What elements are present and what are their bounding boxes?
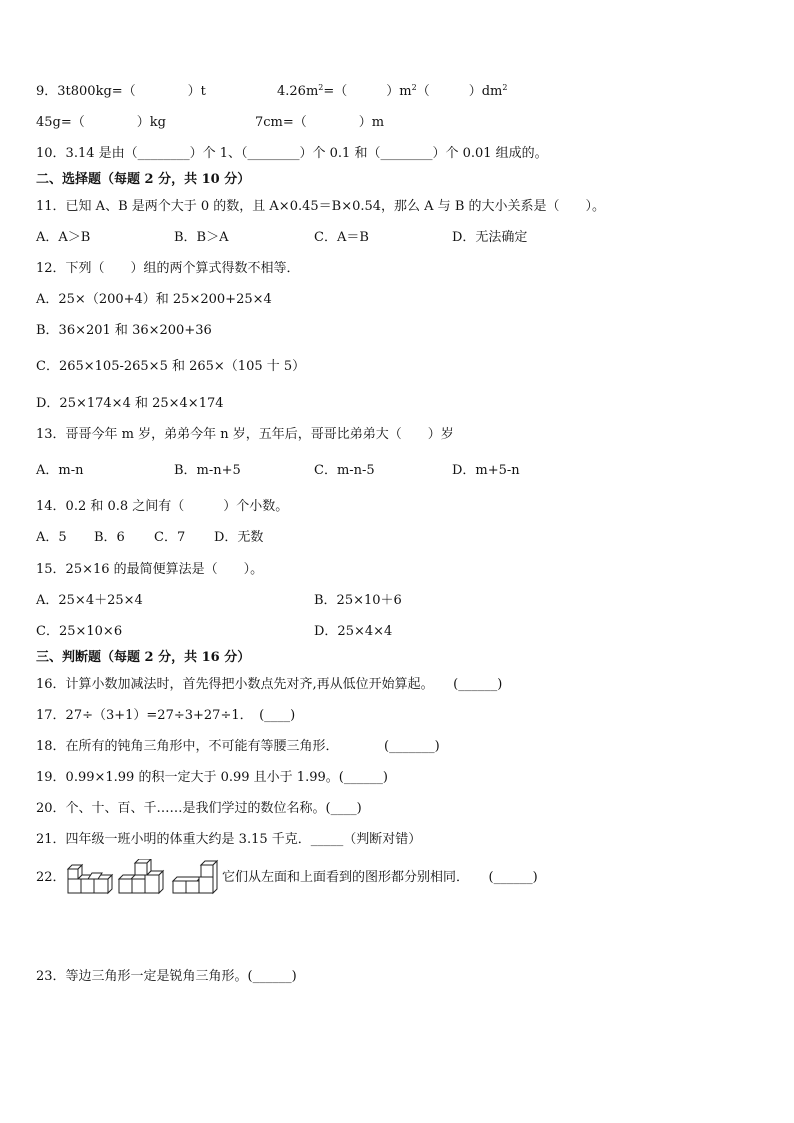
q9-part-c: 45g=（ ）kg [36,115,166,130]
q13-option-d: D．m+5-n [452,463,520,478]
question-20: 20．个、十、百、千……是我们学过的数位名称。(____) [36,801,362,816]
q11-option-a: A．A＞B [36,230,91,245]
cube-figure-2 [117,859,167,895]
cube-figure-1 [64,859,114,895]
q15-option-d: D．25×4×4 [314,624,393,639]
q11-option-d: D．无法确定 [452,230,528,245]
section-3-title: 三、判断题（每题 2 分，共 16 分） [36,650,251,665]
q12-option-d: D．25×174×4 和 25×4×174 [36,396,224,411]
q11-option-c: C．A＝B [314,230,369,245]
q9-part-b: $4.26m^2=$（ ）$m^2$（ ）$dm^2$ [277,83,508,99]
question-18: 18．在所有的钝角三角形中，不可能有等腰三角形． (_______) [36,739,440,754]
q15-option-c: C．25×10×6 [36,624,123,639]
q14-option-d: D．无数 [214,530,264,545]
question-21: 21．四年级一班小明的体重大约是 3.15 千克．_____（判断对错） [36,832,422,847]
question-14-stem: 14．0.2 和 0.8 之间有（ ）个小数。 [36,499,289,514]
question-23: 23．等边三角形一定是锐角三角形。(______) [36,969,297,984]
section-2-title: 二、选择题（每题 2 分，共 10 分） [36,172,251,187]
q15-option-a: A．25×4＋25×4 [36,593,143,608]
q13-option-b: B．m-n+5 [174,463,241,478]
question-19: 19．0.99×1.99 的积一定大于 0.99 且小于 1.99。(______) [36,770,388,785]
question-22-number: 22． [36,870,66,885]
q9-part-d: 7cm=（ ）m [255,115,385,130]
q12-option-c: C．265×105-265×5 和 265×（105 十 5） [36,359,306,374]
cube-figure-3 [171,859,221,895]
q14-option-c: C．7 [154,530,186,545]
q13-option-a: A．m-n [36,463,84,478]
q15-option-b: B．25×10＋6 [314,593,402,608]
question-16: 16．计算小数加减法时，首先得把小数点先对齐,再从低位开始算起。 (______) [36,677,503,692]
q12-option-b: B．36×201 和 36×200+36 [36,323,212,338]
question-13-stem: 13．哥哥今年 m 岁，弟弟今年 n 岁，五年后，哥哥比弟弟大（ ）岁 [36,427,454,442]
question-22-text: 它们从左面和上面看到的图形都分别相同． (______) [222,870,538,885]
question-11-stem: 11．已知 A、B 是两个大于 0 的数，且 A×0.45＝B×0.54，那么 A 与 B 的大小关系是（ ）。 [36,199,606,214]
q13-option-c: C．m-n-5 [314,463,375,478]
q12-option-a: A．25×（200+4）和 25×200+25×4 [36,292,272,307]
question-15-stem: 15．25×16 的最简便算法是（ ）。 [36,562,264,577]
q14-option-a: A．5 [36,530,67,545]
question-17: 17．27÷（3+1）=27÷3+27÷1． (____) [36,708,296,723]
question-10: 10．3.14 是由（________）个 1、（________）个 0.1 和（________）个 0.01 组成的。 [36,146,548,161]
q9-part-a: 9．3t800kg=（ ）t [36,84,206,99]
q11-option-b: B．B＞A [174,230,229,245]
q14-option-b: B．6 [94,530,125,545]
question-12-stem: 12．下列（ ）组的两个算式得数不相等． [36,261,300,276]
